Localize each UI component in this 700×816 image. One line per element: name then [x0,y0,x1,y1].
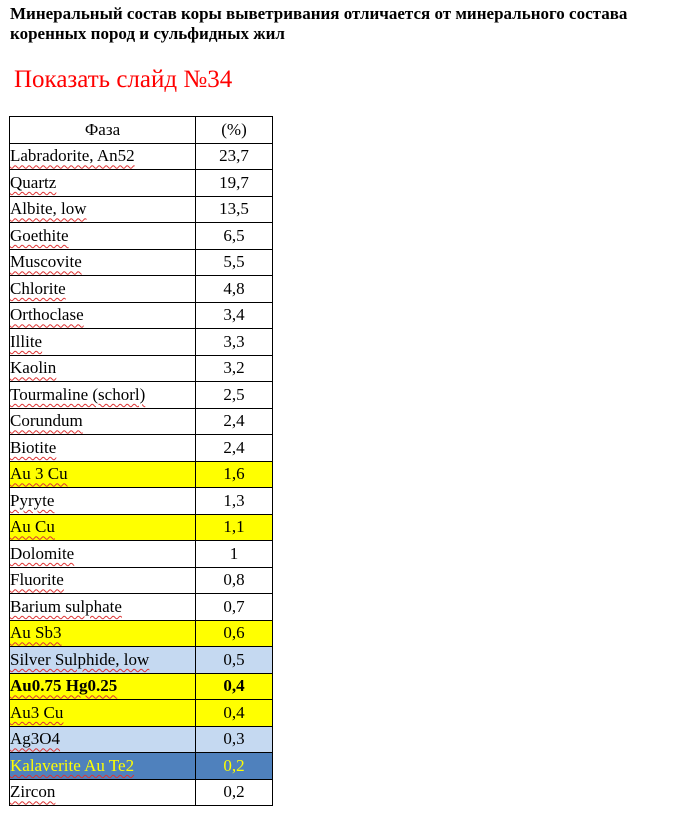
table-row [10,196,273,223]
phase-name: Dolomite [10,543,75,563]
phase-name: Labradorite, An52 [10,146,135,166]
table-row [10,170,273,197]
percent-cell: 5,5 [196,249,273,276]
phase-cell [10,143,196,170]
phase-name: Quartz [10,172,57,192]
table-row [10,382,273,409]
table-row [10,726,273,753]
table-row [10,408,273,435]
percent-cell: 3,2 [196,355,273,382]
phase-cell [10,488,196,515]
percent-cell: 13,5 [196,196,273,223]
table-row [10,514,273,541]
phase-cell [10,541,196,568]
table-row [10,329,273,356]
percent-cell: 4,8 [196,276,273,303]
phase-name: Fluorite [10,570,64,590]
phase-cell [10,196,196,223]
phase-cell [10,567,196,594]
phase-name: Kaolin [10,358,57,378]
percent-cell: 0,2 [196,753,273,780]
phase-name: Au Cu [10,517,55,537]
percent-cell: 0,6 [196,620,273,647]
table-row [10,223,273,250]
phase-cell [10,779,196,806]
table-row [10,488,273,515]
table-row [10,461,273,488]
phase-cell [10,329,196,356]
phase-name: Goethite [10,225,69,245]
phase-cell [10,514,196,541]
percent-cell: 2,4 [196,435,273,462]
phase-name: Albite, low [10,199,87,219]
phase-cell [10,408,196,435]
table-row [10,620,273,647]
percent-cell: 0,2 [196,779,273,806]
phase-name: Corundum [10,411,83,431]
phase-cell [10,700,196,727]
table-row [10,276,273,303]
phase-cell [10,223,196,250]
percent-cell: 0,7 [196,594,273,621]
phase-name: Kalaverite Au Te2 [10,755,135,775]
phase-name: Tourmaline (schorl) [10,384,146,404]
percent-cell: 0,4 [196,673,273,700]
phase-cell [10,620,196,647]
phase-name: Zircon [10,782,56,802]
percent-cell: 6,5 [196,223,273,250]
percent-cell: 0,8 [196,567,273,594]
phase-cell [10,726,196,753]
percent-cell: 2,4 [196,408,273,435]
percent-cell: 1,3 [196,488,273,515]
phase-name: Au3 Cu [10,702,64,722]
percent-cell: 3,3 [196,329,273,356]
phase-name: Orthoclase [10,305,84,325]
table-row [10,302,273,329]
table-row [10,700,273,727]
percent-cell: 0,3 [196,726,273,753]
table-row [10,673,273,700]
phase-cell [10,753,196,780]
phase-name: Chlorite [10,278,66,298]
percent-cell: 1 [196,541,273,568]
table-row [10,249,273,276]
page-heading: Минеральный состав коры выветривания отличается от минерального состава коренных пород и сульфидных жил [10,4,628,43]
table-row [10,567,273,594]
percent-cell: 0,5 [196,647,273,674]
percent-cell: 1,6 [196,461,273,488]
percent-column-header: (%) [196,117,273,144]
phase-cell [10,673,196,700]
table-row [10,779,273,806]
phase-cell [10,461,196,488]
table-row [10,435,273,462]
phase-column-header: Фаза [10,117,196,144]
table-row [10,143,273,170]
phase-cell [10,594,196,621]
table-header-row [10,117,273,144]
show-slide-link[interactable]: Показать слайд №34 [14,66,233,93]
percent-cell: 19,7 [196,170,273,197]
percent-cell: 1,1 [196,514,273,541]
phase-cell [10,647,196,674]
phase-name: Illite [10,331,43,351]
phase-name: Biotite [10,437,57,457]
phase-name: Au0.75 Hg0.25 [10,676,118,696]
table-row [10,594,273,621]
phase-cell [10,170,196,197]
phase-name: Silver Sulphide, low [10,649,150,669]
percent-cell: 3,4 [196,302,273,329]
phase-name: Pyryte [10,490,55,510]
phase-name: Barium sulphate [10,596,122,616]
phase-cell [10,435,196,462]
table-row [10,647,273,674]
phase-cell [10,249,196,276]
phase-cell [10,276,196,303]
phase-name: Au 3 Cu [10,464,68,484]
table-row [10,541,273,568]
phase-cell [10,355,196,382]
percent-cell: 2,5 [196,382,273,409]
table-row [10,355,273,382]
phase-name: Muscovite [10,252,82,272]
phase-name: Au Sb3 [10,623,62,643]
phase-name: Ag3O4 [10,729,61,749]
table-row [10,753,273,780]
percent-cell: 23,7 [196,143,273,170]
phase-cell [10,382,196,409]
phase-cell [10,302,196,329]
mineral-composition-table [9,116,273,806]
percent-cell: 0,4 [196,700,273,727]
